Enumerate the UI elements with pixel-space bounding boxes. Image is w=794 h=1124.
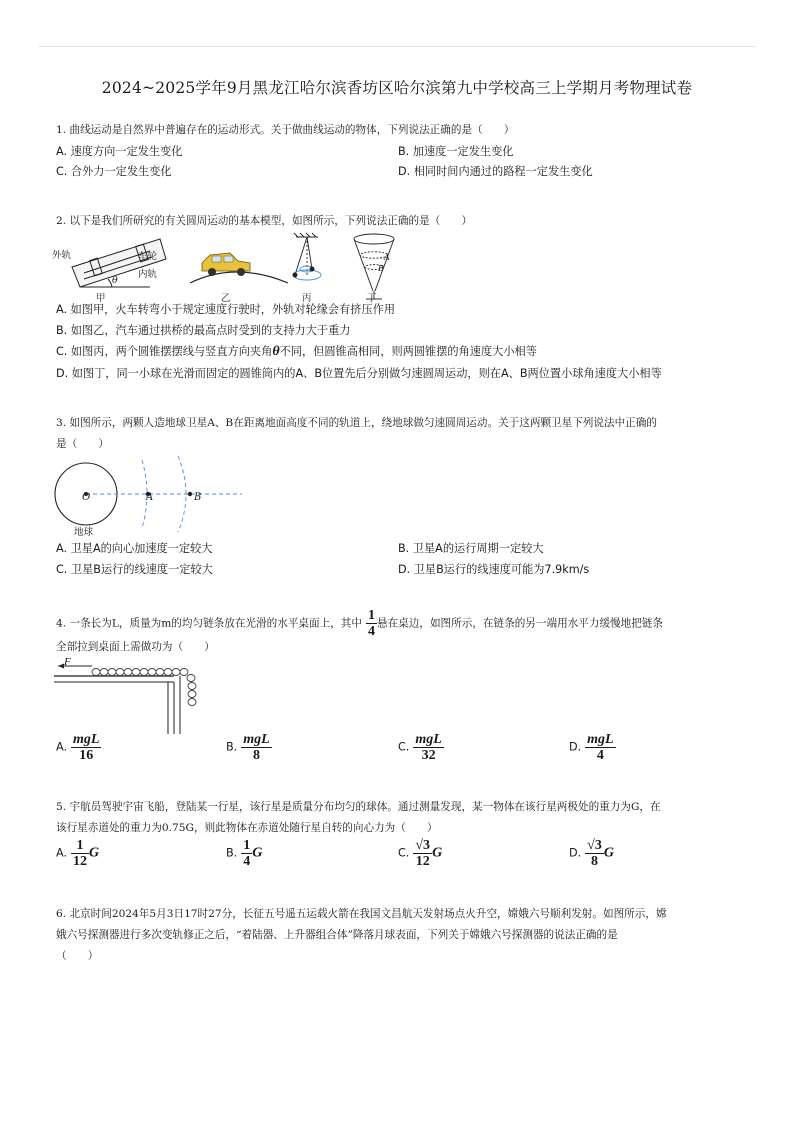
q3-option-d[interactable]: D. 卫星B运行的线速度可能为7.9km/s	[398, 563, 590, 576]
fraction-numerator: 1	[71, 838, 89, 854]
option-fraction	[241, 838, 252, 869]
option-fraction	[413, 732, 443, 763]
q1-option-b[interactable]: B. 加速度一定发生变化	[398, 145, 514, 158]
q5-stem-line2: 该行星赤道处的重力为0.75G，则此物体在赤道处随行星自转的向心力为（ ）	[56, 822, 438, 834]
q1-option-c[interactable]: C. 合外力一定发生变化	[56, 165, 172, 178]
q5-stem-line1: 5. 宇航员驾驶宇宙飞船，登陆某一行星，该行星是质量分布均匀的球体。通过测量发现，某一物体在该行星两极处的重力为G，在	[56, 801, 661, 813]
caption-bing: 丙	[302, 293, 312, 304]
q5-option-b[interactable]	[226, 838, 262, 869]
q4-option-a[interactable]	[56, 732, 101, 763]
q4-option-d[interactable]	[569, 732, 616, 763]
label-theta: θ	[112, 275, 118, 286]
fraction-denominator: 8	[591, 854, 599, 869]
label-earth: 地球	[74, 527, 94, 538]
conical-pendulum-figure	[293, 233, 321, 280]
caption-ding: 丁	[367, 293, 377, 304]
stem-frac-num: 1	[368, 608, 375, 623]
q6-stem-line3: （ ）	[56, 950, 99, 962]
option-fraction	[585, 838, 604, 869]
q4-stem-fraction	[366, 608, 377, 639]
fraction-denominator: 4	[243, 854, 251, 869]
option-letter: B.	[226, 740, 238, 754]
label-cone-a: A	[384, 253, 390, 262]
q6-stem-line1: 6. 北京时间2024年5月3日17时27分，长征五号遥五运载火箭在我国文昌航天发射场点火升空，嫦娥六号顺利发射。如图所示，嫦	[56, 908, 667, 920]
q4-stem-post: 悬在桌边，如图所示，在链条的另一端用水平力缓慢地把链条	[377, 617, 664, 630]
theta-symbol: θ	[272, 344, 280, 359]
chain-figure	[54, 656, 214, 734]
option-letter: D.	[569, 846, 582, 860]
q4-stem-pre: 4. 一条长为L，质量为m的均匀链条放在光滑的水平桌面上，其中	[56, 617, 362, 630]
variable-g: G	[89, 845, 100, 861]
q4-stem-line1	[56, 608, 746, 639]
label-a: A	[146, 492, 154, 503]
q3-option-a[interactable]: A. 卫星A的向心加速度一定较大	[56, 542, 213, 555]
fraction-numerator: mgL	[587, 732, 614, 747]
fraction-numerator: 1	[243, 838, 251, 853]
q2-option-a[interactable]: A. 如图甲，火车转弯小于规定速度行驶时，外轨对轮缘会有挤压作用	[56, 303, 396, 316]
q5-option-a[interactable]	[56, 838, 99, 869]
option-fraction	[413, 838, 432, 869]
fraction-denominator: 12	[73, 854, 88, 869]
label-inner-rail: 内轨	[138, 269, 158, 280]
q2-option-c-pre: C. 如图丙，两个圆锥摆摆线与竖直方向夹角	[56, 345, 273, 358]
option-letter: C.	[398, 846, 410, 860]
option-letter: C.	[398, 740, 410, 754]
option-letter: B.	[226, 846, 238, 860]
q3-option-c[interactable]: C. 卫星B运行的线速度一定较大	[56, 563, 213, 576]
variable-g: G	[603, 845, 614, 861]
option-fraction	[241, 732, 271, 763]
label-b: B	[194, 492, 202, 503]
label-outer-rail: 外轨	[52, 250, 72, 261]
q6-stem-line2: 娥六号探测器进行多次变轨修正之后，“着陆器、上升器组合体”降落月球表面，下列关于嫦娥六号探测器的说法正确的是	[56, 929, 618, 941]
option-fraction	[585, 732, 615, 763]
caption-yi: 乙	[221, 293, 231, 304]
q3-stem-line2: 是（ ）	[56, 438, 109, 450]
q1-option-a[interactable]: A. 速度方向一定发生变化	[56, 145, 183, 158]
car-bridge-figure	[190, 253, 288, 283]
fraction-denominator: 16	[79, 748, 94, 763]
label-o: O	[82, 492, 91, 503]
option-fraction	[71, 732, 101, 763]
variable-g: G	[432, 845, 443, 861]
fraction-numerator: mgL	[73, 732, 100, 747]
option-letter: A.	[56, 846, 68, 860]
satellite-b-dot	[188, 492, 192, 496]
option-letter: D.	[569, 740, 582, 754]
fraction-denominator: 32	[421, 748, 436, 763]
caption-jia: 甲	[96, 293, 106, 304]
fraction-denominator: 12	[415, 854, 430, 869]
label-f: F	[64, 656, 71, 668]
page-title: 2024~2025学年9月黑龙江哈尔滨香坊区哈尔滨第九中学校高三上学期月考物理试卷	[101, 79, 693, 97]
fraction-denominator: 8	[252, 748, 260, 763]
fraction-denominator: 4	[596, 748, 604, 763]
q5-option-d[interactable]	[569, 838, 614, 869]
q3-option-b[interactable]: B. 卫星A的运行周期一定较大	[398, 542, 544, 555]
stem-frac-den: 4	[368, 624, 375, 639]
fraction-numerator: mgL	[415, 732, 442, 747]
q2-option-c-post: 不同，但圆锥高相同，则两圆锥摆的角速度大小相等	[279, 345, 537, 358]
q1-option-d[interactable]: D. 相同时间内通过的路程一定发生变化	[398, 165, 593, 178]
header-rule	[38, 46, 756, 47]
q4-option-c[interactable]	[398, 732, 444, 763]
q1-stem: 1. 曲线运动是自然界中普遍存在的运动形式。关于做曲线运动的物体，下列说法正确的是（ ）	[56, 124, 515, 136]
fraction-numerator: √3	[415, 838, 431, 853]
fraction-numerator: √3	[587, 838, 602, 853]
q2-option-c[interactable]	[56, 342, 537, 362]
option-fraction	[71, 838, 89, 869]
label-cone-b: B	[378, 264, 384, 273]
label-wheel: 车轮	[138, 251, 158, 262]
q2-option-d[interactable]: D. 如图丁，同一小球在光滑而固定的圆锥筒内的A、B位置先后分别做匀速圆周运动，则在A、B两位置小球角速度大小相等	[56, 367, 662, 380]
q3-stem-line1: 3. 如图所示，两颗人造地球卫星A、B在距离地面高度不同的轨道上，绕地球做匀速圆周运动。关于这两颗卫星下列说法中正确的	[56, 417, 657, 429]
variable-g: G	[252, 845, 263, 861]
q4-stem-line2: 全部拉到桌面上需做功为（ ）	[56, 641, 215, 653]
option-letter: A.	[56, 740, 68, 754]
fraction-numerator: mgL	[243, 732, 270, 747]
q2-stem: 2. 以下是我们所研究的有关圆周运动的基本模型，如图所示，下列说法正确的是（ ）	[56, 215, 473, 227]
q2-option-b[interactable]: B. 如图乙，汽车通过拱桥的最高点时受到的支持力大于重力	[56, 324, 351, 337]
q4-option-b[interactable]	[226, 732, 272, 763]
q5-option-c[interactable]	[398, 838, 442, 869]
